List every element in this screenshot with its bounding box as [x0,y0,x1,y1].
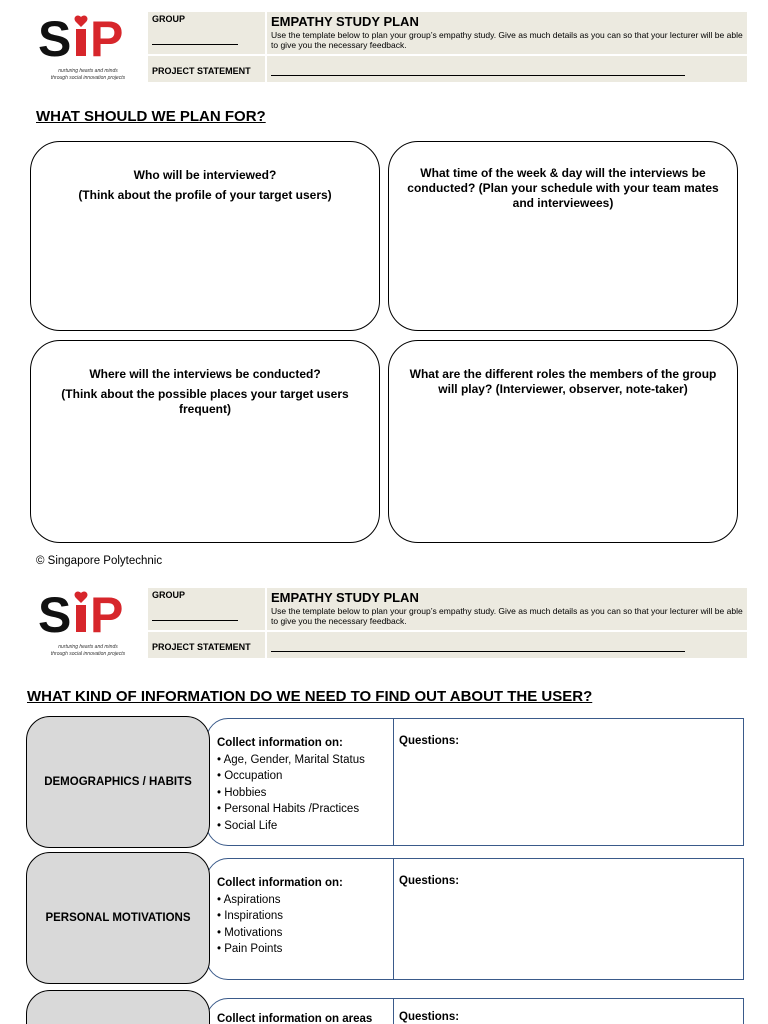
sip-logo [30,588,140,658]
group-input-line[interactable] [152,620,238,621]
column-divider [393,719,394,845]
list-item: • Personal Habits /Practices [217,803,360,815]
sip-logo-mark [38,590,134,638]
column-divider [393,859,394,979]
group-field [148,12,265,54]
project-statement-input-line[interactable] [271,75,685,76]
project-statement-label: PROJECT STATEMENT [152,66,251,76]
copyright-notice: © Singapore Polytechnic [36,555,163,567]
project-statement-field [148,632,265,658]
project-statement-field [148,56,265,82]
group-label: GROUP [152,14,186,24]
questions-field[interactable]: Questions: [399,735,460,747]
plan-box-who[interactable]: Who will be interviewed? (Think about the profile of your target users) [30,141,380,331]
category-label: PERSONAL MOTIVATIONS [26,852,210,984]
questions-field[interactable]: Questions: [399,1011,460,1023]
svg-text:S: S [38,590,72,638]
header-title-block [267,588,747,630]
column-divider [393,999,394,1024]
category-label [26,990,210,1024]
sip-logo [30,12,140,82]
info-section-title: WHAT KIND OF INFORMATION DO WE NEED TO FIND OUT ABOUT THE USER? [27,688,593,705]
page-title: EMPATHY STUDY PLAN [271,14,419,29]
project-statement-value [267,56,747,82]
group-field [148,588,265,630]
project-statement-label: PROJECT STATEMENT [152,642,251,652]
svg-text:P: P [90,590,124,638]
collect-info-list: Collect information on areas [217,1013,373,1024]
project-statement-value [267,632,747,658]
info-row-motivations [26,852,744,984]
project-statement-input-line[interactable] [271,651,685,652]
list-item: • Motivations [217,926,283,939]
collect-info-list: Collect information on: • Aspirations • Inspirations • Motivations • Pain Points [217,875,389,958]
page-title: EMPATHY STUDY PLAN [271,590,419,605]
page-header-2 [30,588,747,658]
list-item: • Hobbies [217,786,267,799]
info-row-partial [26,990,744,1024]
page-header-1 [30,12,747,82]
page-description: Use the template below to plan your group’s empathy study. Give as much details as you can so that your lecturer will be able to give you the necessary feedback. [271,30,743,50]
info-panel [206,858,744,980]
svg-text:P: P [90,14,124,62]
page-description: Use the template below to plan your group’s empathy study. Give as much details as you can so that your lecturer will be able to give you the necessary feedback. [271,606,743,626]
collect-info-list: Collect information on: • Age, Gender, Marital Status • Occupation • Hobbies • Personal Habits /Practices • Social Life [217,735,389,834]
list-item: • Social Life [217,819,278,832]
list-item: • Inspirations [217,910,284,922]
logo-tagline: nurturing hearts and minds through social innovation projects [50,68,126,81]
plan-box-when[interactable]: What time of the week & day will the interviews be conducted? (Plan your schedule with your team mates and interviewees) [388,141,738,331]
header-title-block [267,12,747,54]
plan-box-where[interactable]: Where will the interviews be conducted? (Think about the possible places your target users frequent) [30,340,380,543]
plan-section-title: WHAT SHOULD WE PLAN FOR? [36,108,266,125]
list-item: • Age, Gender, Marital Status [217,753,365,766]
list-item: • Aspirations [217,893,281,906]
sip-logo-mark [38,14,134,62]
questions-field[interactable]: Questions: [399,875,460,887]
category-label: DEMOGRAPHICS / HABITS [26,716,210,848]
logo-tagline: nurturing hearts and minds through social innovation projects [50,644,126,657]
plan-box-roles[interactable]: What are the different roles the members of the group will play? (Interviewer, observer, note-taker) [388,340,738,543]
group-label: GROUP [152,590,186,600]
info-row-demographics [26,716,744,848]
list-item: • Occupation [217,770,283,782]
group-input-line[interactable] [152,44,238,45]
svg-text:S: S [38,14,72,62]
info-panel [206,998,744,1024]
info-panel [206,718,744,846]
list-item: • Pain Points [217,943,283,955]
